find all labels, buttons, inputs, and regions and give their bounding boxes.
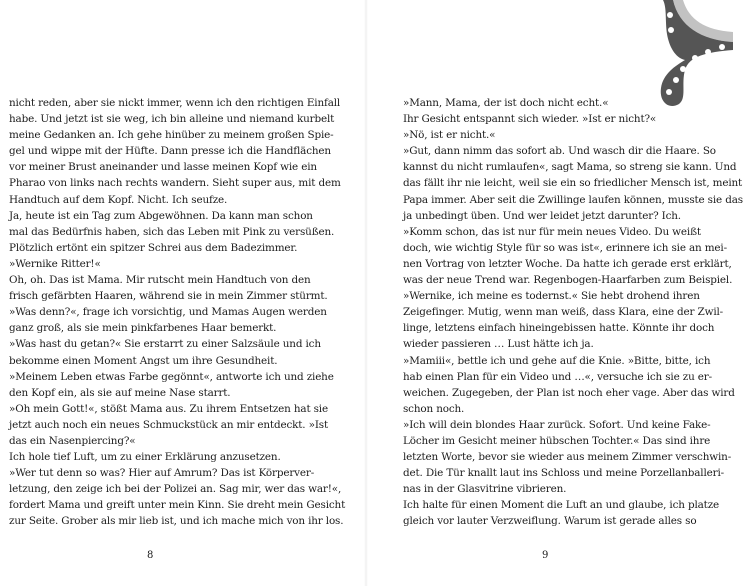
text-line: hab einen Plan für ein Video und …«, versuche ich sie zu er-: [403, 370, 712, 383]
text-line: Papa immer. Aber seit die Zwillinge laufen können, musste sie das: [403, 193, 743, 206]
text-line: »Mann, Mama, der ist doch nicht echt.«: [403, 97, 609, 109]
ornament-hole: [692, 55, 698, 61]
text-line: ja unbedingt üben. Und wer leidet jetzt darunter? Ich.: [403, 209, 681, 222]
ornament-hole: [705, 49, 711, 55]
text-line: »Nö, ist er nicht.«: [403, 129, 496, 142]
text-line: »Wernike, ich meine es todernst.« Sie hebt drohend ihren: [403, 290, 700, 303]
text-line: kannst du nicht rumlaufen«, sagt Mama, so streng sie kann. Und: [403, 161, 737, 174]
page-number-left: 8: [147, 550, 154, 561]
text-line: »Wer tut denn so was? Hier auf Amrum? Das ist Körperver-: [9, 467, 315, 480]
text-line: »Oh mein Gott!«, stößt Mama aus. Zu ihrem Entsetzen hat sie: [9, 402, 328, 415]
text-line: Ich hole tief Luft, um zu einer Erklärung anzusetzen.: [9, 451, 281, 464]
text-line: Handtuch auf dem Kopf. Nicht. Ich seufze.: [9, 193, 228, 206]
text-line: »Wernike Ritter!«: [9, 257, 101, 270]
text-line: frisch gefärbten Haaren, während sie in mein Zimmer stürmt.: [9, 290, 328, 303]
text-line: meine Gedanken an. Ich gehe hinüber zu meinem großen Spie-: [9, 129, 334, 142]
ornament-hole: [668, 27, 674, 33]
text-line: Zeigefinger. Mutig, wenn man weiß, dass Klara, eine der Zwil-: [403, 306, 724, 319]
ornament-hole: [673, 77, 679, 83]
page-number-right: 9: [542, 550, 549, 561]
text-line: weichen. Zugegeben, der Plan ist noch eher vage. Aber das wird: [403, 386, 735, 399]
left-page: [0, 0, 366, 586]
text-line: »Ich will dein blondes Haar zurück. Sofort. Und keine Fake-: [403, 418, 711, 431]
text-line: »Mamiii«, bettle ich und gehe auf die Knie. »Bitte, bitte, ich: [403, 354, 711, 367]
text-line: Plötzlich ertönt ein spitzer Schrei aus dem Badezimmer.: [9, 241, 298, 254]
right-page-text: [403, 95, 743, 530]
text-line: letzten Worte, bevor sie wieder aus meinem Zimmer verschwin-: [403, 451, 732, 464]
ornament-hole: [666, 89, 672, 95]
text-line: det. Die Tür knallt laut ins Schloss und meine Porzellanballeri-: [403, 467, 725, 480]
ornament-hole: [680, 66, 686, 72]
film-reel-tail-icon: [645, 0, 733, 110]
text-line: Löcher im Gesicht meiner hübschen Tochter.« Das sind ihre: [403, 434, 711, 447]
text-line: jetzt auch noch ein neues Schmuckstück an mir entdeckt. »Ist: [9, 418, 328, 431]
text-line: den Kopf ein, als sie auf meine Nase starrt.: [9, 386, 231, 399]
text-line: was der neue Trend war. Regenbogen-Haarfarben zum Beispiel.: [403, 274, 733, 287]
text-line: Ihr Gesicht entspannt sich wieder. »Ist er nicht?«: [403, 113, 657, 126]
text-line: »Was hast du getan?« Sie erstarrt zu einer Salzsäule und ich: [9, 338, 321, 351]
text-line: fordert Mama und greift unter mein Kinn. Sie dreht mein Gesicht: [9, 499, 346, 512]
left-page-text: [9, 95, 346, 530]
text-line: vor meiner Brust aneinander und lasse meinen Kopf wie ein: [9, 161, 317, 174]
text-line: das fällt ihr nie leicht, weil sie ein so friedlicher Mensch ist, meint: [403, 177, 743, 190]
text-line: gleich vor lauter Verzweiflung. Warum ist gerade alles so: [403, 515, 697, 528]
text-line: ganz groß, als sie mein pinkfarbenes Haar bemerkt.: [9, 322, 277, 335]
text-line: linge, letztens einfach hineingebissen hatte. Könnte ihr doch: [403, 322, 715, 335]
ornament-hole: [719, 44, 725, 50]
text-line: schon noch.: [403, 402, 465, 415]
text-line: nicht reden, aber sie nickt immer, wenn ich den richtigen Einfall: [9, 97, 341, 109]
text-line: habe. Und jetzt ist sie weg, ich bin alleine und niemand kurbelt: [9, 113, 335, 126]
text-line: zur Seite. Grober als mir lieb ist, und ich mache mich von ihr los.: [9, 515, 344, 528]
text-line: Ich halte für einen Moment die Luft an und glaube, ich platze: [403, 499, 720, 512]
text-line: »Was denn?«, frage ich vorsichtig, und Mamas Augen werden: [9, 306, 327, 319]
text-line: Pharao von links nach rechts wandern. Sieht super aus, mit dem: [9, 177, 341, 190]
text-line: gel und wippe mit der Hüfte. Dann presse ich die Handflächen: [9, 145, 331, 158]
text-line: bekomme einen Moment Angst um ihre Gesundheit.: [9, 354, 278, 367]
text-line: nas in der Glasvitrine vibrieren.: [403, 483, 567, 496]
text-line: das ein Nasenpiercing?«: [9, 434, 136, 447]
text-line: wieder passieren … Lust hätte ich ja.: [403, 338, 594, 351]
text-line: mal das Bedürfnis haben, sich das Leben mit Pink zu versüßen.: [9, 225, 335, 238]
text-line: Ja, heute ist ein Tag zum Abgewöhnen. Da kann man schon: [9, 209, 313, 222]
text-line: »Komm schon, das ist nur für mein neues Video. Du weißt: [403, 225, 701, 238]
ornament-hole: [667, 12, 673, 18]
text-line: doch, wie wichtig Style für so was ist«, erinnere ich sie an mei-: [403, 241, 727, 254]
text-line: letzung, den zeige ich bei der Polizei an. Sag mir, wer das war!«,: [9, 483, 342, 496]
text-line: nen Vortrag von letzter Woche. Da hatte ich gerade erst erklärt,: [403, 257, 732, 270]
text-line: »Gut, dann nimm das sofort ab. Und wasch dir die Haare. So: [403, 145, 716, 158]
text-line: »Meinem Leben etwas Farbe gegönnt«, antworte ich und ziehe: [9, 370, 334, 383]
text-line: Oh, oh. Das ist Mama. Mir rutscht mein Handtuch von den: [9, 274, 311, 287]
